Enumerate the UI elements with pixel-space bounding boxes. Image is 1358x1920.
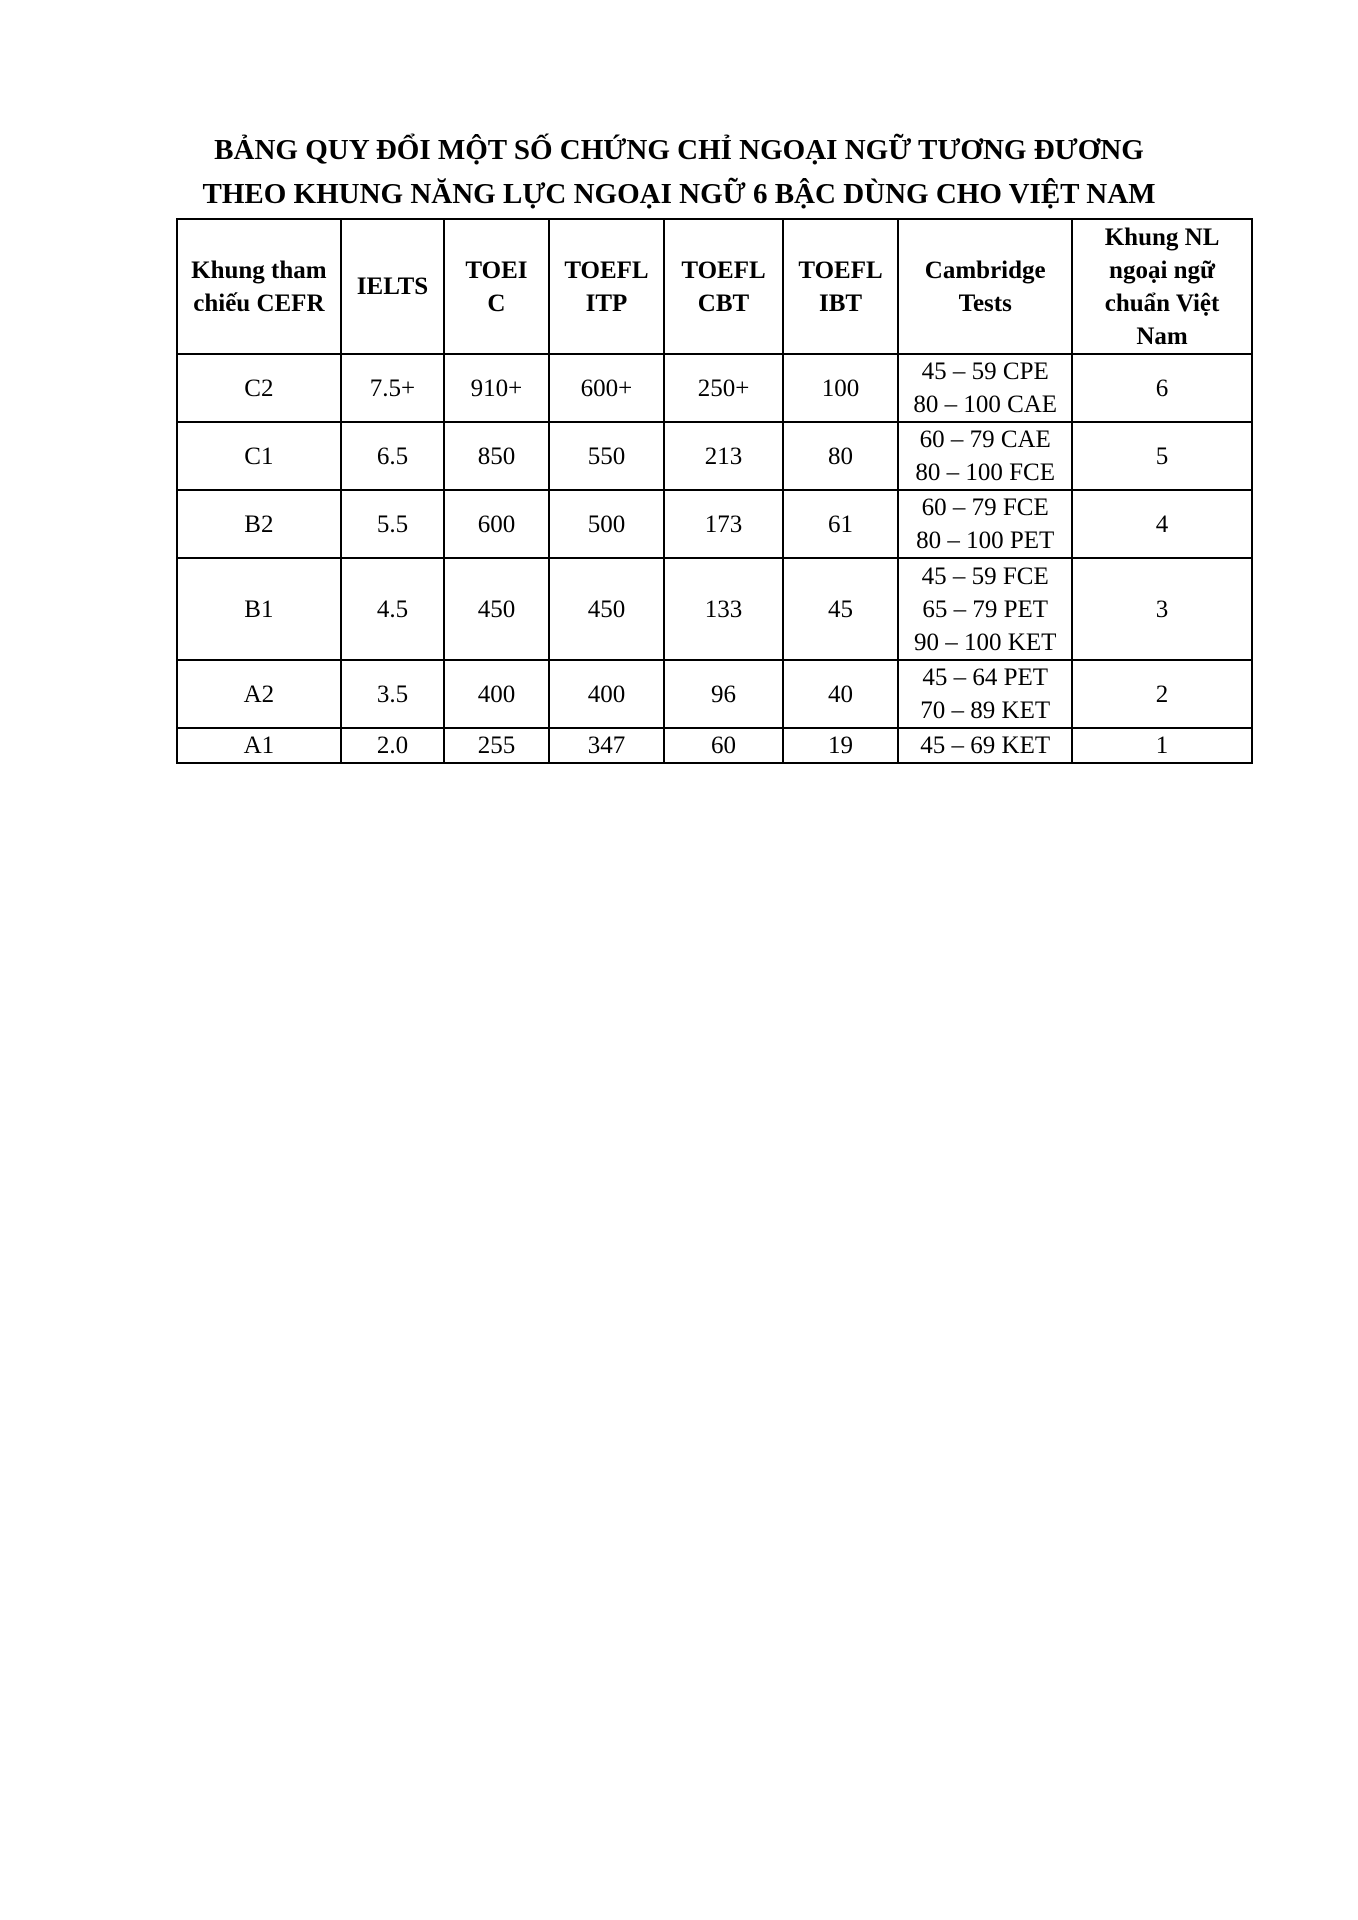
header-row [177,219,1252,354]
cell-ielts: 2.0 [341,728,444,763]
cell-ielts: 4.5 [341,558,444,660]
cell-toefl-ibt: 40 [783,660,899,728]
cell-toefl-cbt: 133 [664,558,783,660]
cell-toeic: 255 [444,728,548,763]
cell-toefl-ibt: 45 [783,558,899,660]
cell-toefl-cbt: 250+ [664,354,783,422]
table-row [177,354,1252,422]
cell-toefl-cbt: 96 [664,660,783,728]
cell-cefr: B1 [177,558,341,660]
cell-toefl-ibt: 80 [783,422,899,490]
header-toeic: TOEI C [444,219,548,354]
cell-toefl-ibt: 19 [783,728,899,763]
table-row [177,490,1252,558]
cell-vn-level: 5 [1072,422,1252,490]
cell-toefl-cbt: 213 [664,422,783,490]
cell-toefl-cbt: 60 [664,728,783,763]
title-line-2: THEO KHUNG NĂNG LỰC NGOẠI NGỮ 6 BẬC DÙNG CHO VIỆT NAM [202,178,1156,210]
cell-vn-level: 1 [1072,728,1252,763]
cell-cefr: C1 [177,422,341,490]
cell-toefl-cbt: 173 [664,490,783,558]
cell-vn-level: 2 [1072,660,1252,728]
cell-toefl-itp: 400 [549,660,665,728]
header-toefl-itp: TOEFL ITP [549,219,665,354]
cell-toefl-itp: 600+ [549,354,665,422]
table-row [177,728,1252,763]
cell-ielts: 5.5 [341,490,444,558]
cell-toeic: 850 [444,422,548,490]
header-ielts: IELTS [341,219,444,354]
conversion-table [176,218,1253,764]
page-title [0,128,1358,216]
cell-cefr: C2 [177,354,341,422]
cell-cambridge: 45 – 69 KET [898,728,1072,763]
cell-cefr: A2 [177,660,341,728]
cell-toefl-itp: 347 [549,728,665,763]
cell-toefl-ibt: 61 [783,490,899,558]
table-row [177,660,1252,728]
cell-ielts: 7.5+ [341,354,444,422]
cell-cambridge: 60 – 79 FCE 80 – 100 PET [898,490,1072,558]
cell-toeic: 450 [444,558,548,660]
cell-toeic: 600 [444,490,548,558]
cell-cambridge: 45 – 59 FCE 65 – 79 PET 90 – 100 KET [898,558,1072,660]
cell-ielts: 6.5 [341,422,444,490]
cell-toefl-ibt: 100 [783,354,899,422]
cell-cambridge: 60 – 79 CAE 80 – 100 FCE [898,422,1072,490]
header-cambridge: Cambridge Tests [898,219,1072,354]
table-row [177,558,1252,660]
cell-toeic: 400 [444,660,548,728]
cell-toefl-itp: 550 [549,422,665,490]
cell-vn-level: 4 [1072,490,1252,558]
cell-cefr: B2 [177,490,341,558]
cell-cambridge: 45 – 59 CPE 80 – 100 CAE [898,354,1072,422]
title-line-1: BẢNG QUY ĐỔI MỘT SỐ CHỨNG CHỈ NGOẠI NGỮ TƯƠNG ĐƯƠNG [214,134,1144,166]
cell-toeic: 910+ [444,354,548,422]
table-row [177,422,1252,490]
cell-toefl-itp: 500 [549,490,665,558]
header-toefl-cbt: TOEFL CBT [664,219,783,354]
cell-ielts: 3.5 [341,660,444,728]
cell-vn-level: 6 [1072,354,1252,422]
header-toefl-ibt: TOEFL IBT [783,219,899,354]
header-cefr: Khung tham chiếu CEFR [177,219,341,354]
cell-cambridge: 45 – 64 PET 70 – 89 KET [898,660,1072,728]
header-vn-level: Khung NL ngoại ngữ chuẩn Việt Nam [1072,219,1252,354]
cell-vn-level: 3 [1072,558,1252,660]
cell-cefr: A1 [177,728,341,763]
cell-toefl-itp: 450 [549,558,665,660]
